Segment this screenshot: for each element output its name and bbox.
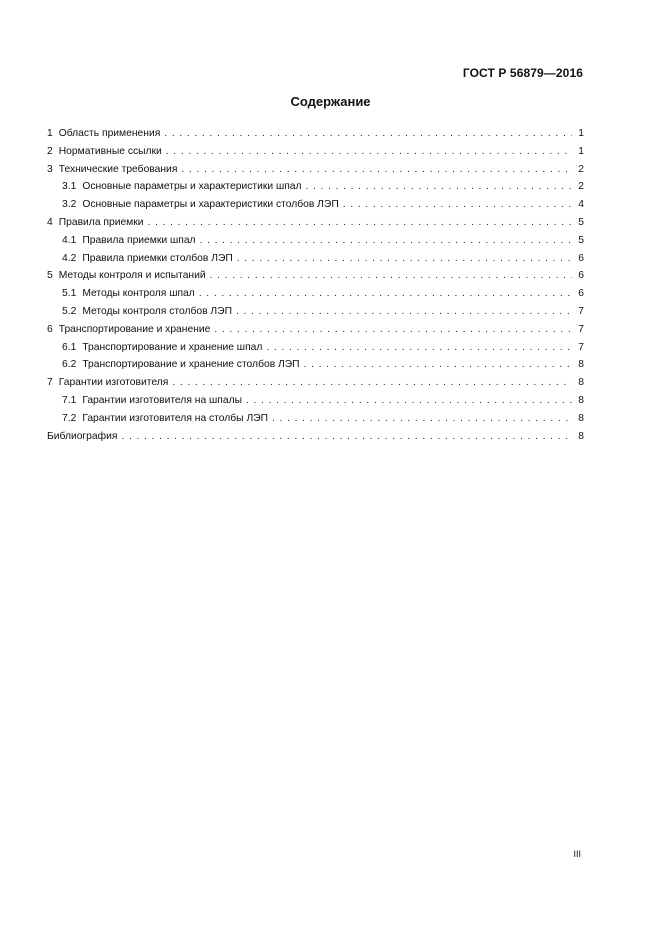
toc-entry[interactable]	[47, 356, 584, 374]
toc-entry-number: 7.2	[62, 412, 77, 424]
toc-entry-title: Нормативные ссылки	[58, 145, 162, 157]
toc-entry-page: 8	[578, 377, 584, 389]
toc-entry-title: Методы контроля шпал	[82, 288, 195, 300]
toc-entry-title: Транспортирование и хранение	[58, 323, 211, 335]
toc-entry[interactable]	[47, 178, 584, 196]
toc-entry-number: 7	[47, 377, 53, 389]
toc-entry-number: 5.1	[62, 288, 77, 300]
toc-entry-title: Гарантии изготовителя на столбы ЛЭП	[82, 412, 269, 424]
toc-entry-title: Транспортирование и хранение шпал	[82, 341, 263, 353]
toc-entry[interactable]	[47, 161, 584, 179]
toc-entry[interactable]	[47, 267, 584, 285]
toc-entry-title: Технические требования	[58, 163, 178, 175]
dot-leader	[148, 214, 572, 232]
toc-entry[interactable]	[47, 250, 584, 268]
toc-entry[interactable]	[47, 410, 584, 428]
toc-entry-page: 2	[578, 181, 584, 193]
toc-entry-page: 6	[578, 252, 584, 264]
dot-leader	[272, 410, 572, 428]
toc-entry-page: 1	[578, 128, 584, 139]
toc-entry-title: Гарантии изготовителя на шпалы	[82, 394, 242, 406]
dot-leader	[181, 161, 572, 179]
toc-entry-page: 7	[578, 305, 584, 317]
dot-leader	[121, 428, 572, 446]
dot-leader	[304, 356, 572, 374]
toc-entry-page: 8	[578, 359, 584, 371]
toc-entry-title: Гарантии изготовителя	[58, 377, 169, 389]
toc-entry-title: Правила приемки	[58, 216, 144, 228]
toc-entry-number: 2	[47, 145, 53, 157]
toc-entry-title: Транспортирование и хранение столбов ЛЭП	[82, 359, 300, 371]
dot-leader	[306, 178, 572, 196]
toc-title: Содержание	[290, 94, 371, 109]
dot-leader	[172, 374, 572, 392]
toc-entry[interactable]	[47, 232, 584, 250]
toc-entry-number: 7.1	[62, 394, 77, 406]
toc-entry-title: Область применения	[58, 128, 161, 139]
dot-leader	[164, 125, 572, 143]
dot-leader	[246, 392, 572, 410]
toc-entry-page: 8	[578, 412, 584, 424]
dot-leader	[236, 303, 572, 321]
toc-entry-title: Правила приемки шпал	[82, 234, 196, 246]
dot-leader	[266, 339, 572, 357]
dot-leader	[214, 321, 572, 339]
toc-entry-page: 8	[578, 394, 584, 406]
toc-entry-bibliography[interactable]	[47, 428, 584, 446]
toc-entry-title: Библиография	[47, 430, 118, 442]
toc-entry[interactable]	[47, 339, 584, 357]
dot-leader	[199, 285, 572, 303]
toc-entry-title: Методы контроля столбов ЛЭП	[82, 305, 232, 317]
dot-leader	[237, 250, 572, 268]
toc-entry[interactable]	[47, 143, 584, 161]
toc-entry-page: 5	[578, 234, 584, 246]
toc-entry-number: 5	[47, 270, 53, 282]
toc-entry-number: 6.2	[62, 359, 77, 371]
toc-entry-page: 1	[578, 145, 584, 157]
document-code: ГОСТ Р 56879—2016	[462, 66, 583, 80]
toc-entry[interactable]	[47, 374, 584, 392]
toc-entry-number: 4.1	[62, 234, 77, 246]
table-of-contents	[47, 125, 584, 445]
toc-entry-page: 6	[578, 270, 584, 282]
toc-entry-title: Правила приемки столбов ЛЭП	[82, 252, 233, 264]
dot-leader	[166, 143, 572, 161]
toc-entry-number: 6	[47, 323, 53, 335]
toc-entry-page: 6	[578, 288, 584, 300]
toc-entry[interactable]	[47, 303, 584, 321]
toc-entry-title: Основные параметры и характеристики столбов ЛЭП	[82, 199, 339, 211]
toc-entry-number: 1	[47, 128, 53, 139]
toc-entry-page: 5	[578, 216, 584, 228]
dot-leader	[200, 232, 572, 250]
toc-entry-page: 4	[578, 199, 584, 211]
toc-entry-page: 8	[578, 430, 584, 442]
toc-entry-number: 6.1	[62, 341, 77, 353]
toc-entry-page: 2	[578, 163, 584, 175]
toc-entry-title: Методы контроля и испытаний	[58, 270, 206, 282]
toc-entry-number: 5.2	[62, 305, 77, 317]
toc-entry-title: Основные параметры и характеристики шпал	[82, 181, 302, 193]
toc-entry[interactable]	[47, 321, 584, 339]
toc-entry[interactable]	[47, 392, 584, 410]
toc-entry[interactable]	[47, 285, 584, 303]
toc-entry-number: 3	[47, 163, 53, 175]
page-number: III	[573, 849, 581, 859]
toc-entry[interactable]	[47, 125, 584, 143]
toc-entry-page: 7	[578, 323, 584, 335]
dot-leader	[343, 196, 572, 214]
dot-leader	[210, 267, 572, 285]
toc-entry[interactable]	[47, 196, 584, 214]
toc-entry-number: 4.2	[62, 252, 77, 264]
toc-entry-number: 3.2	[62, 199, 77, 211]
toc-entry-number: 3.1	[62, 181, 77, 193]
toc-entry-page: 7	[578, 341, 584, 353]
toc-entry[interactable]	[47, 214, 584, 232]
toc-entry-number: 4	[47, 216, 53, 228]
